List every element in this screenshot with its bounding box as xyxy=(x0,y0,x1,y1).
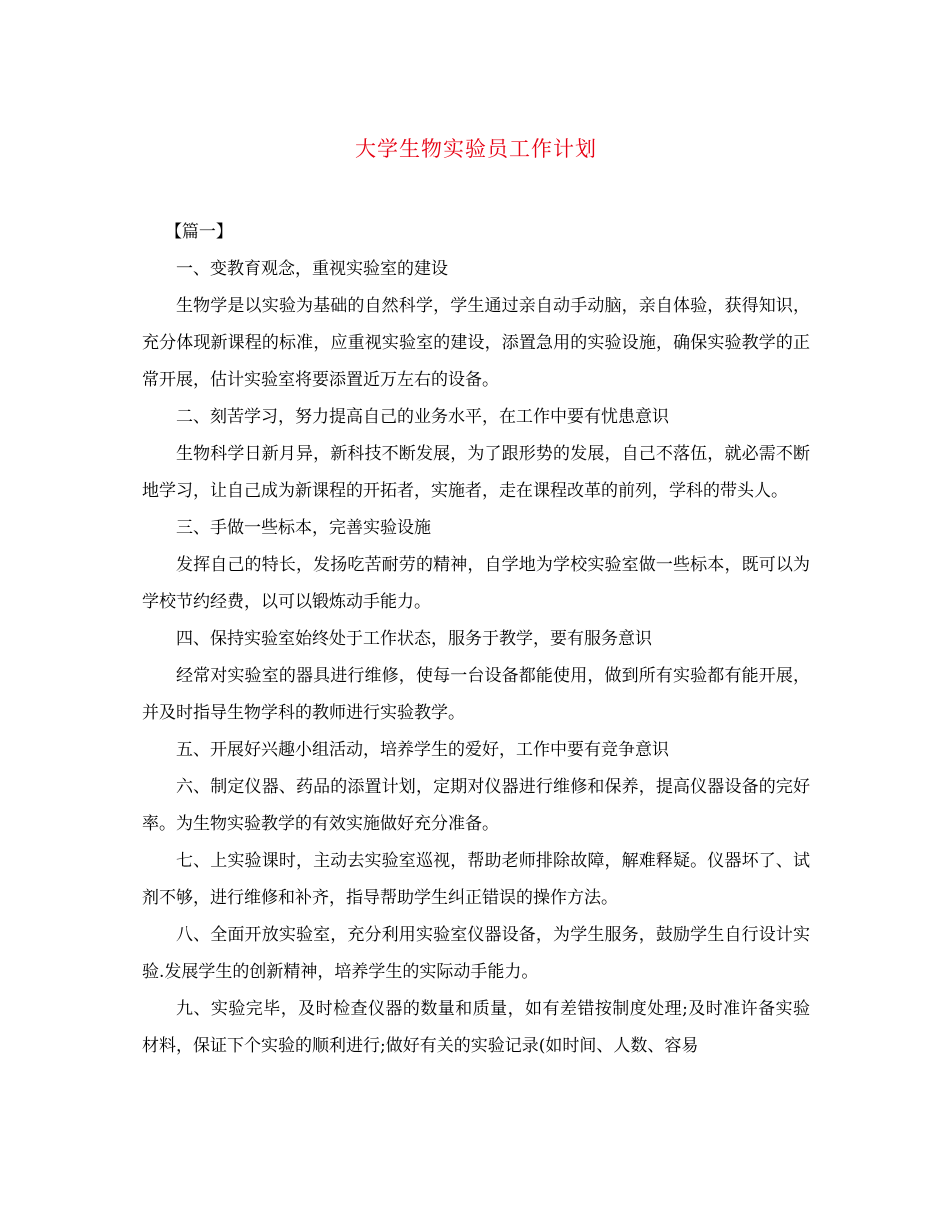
document-title: 大学生物实验员工作计划 xyxy=(355,137,597,161)
heading-4: 四、保持实验室始终处于工作状态，服务于教学，要有服务意识 xyxy=(176,629,652,649)
paragraph-3: 发挥自己的特长，发扬吃苦耐劳的精神，自学地为学校实验室做一些标本，既可以为学校节约经费，以可以锻炼动手能力。 xyxy=(142,555,810,612)
item-5: 五、开展好兴趣小组活动，培养学生的爱好，工作中要有竞争意识 xyxy=(176,740,669,760)
item-6: 六、制定仪器、药品的添置计划，定期对仪器进行维修和保养，提高仪器设备的完好率。为生物实验教学的有效实施做好充分准备。 xyxy=(142,777,810,834)
item-7: 七、上实验课时，主动去实验室巡视，帮助老师排除故障，解难释疑。仪器坏了、试剂不够，进行维修和补齐，指导帮助学生纠正错误的操作方法。 xyxy=(142,851,810,908)
heading-2: 二、刻苦学习，努力提高自己的业务水平，在工作中要有忧患意识 xyxy=(176,407,669,427)
paragraph-1: 生物学是以实验为基础的自然科学，学生通过亲自动手动脑，亲自体验，获得知识，充分体现新课程的标准，应重视实验室的建设，添置急用的实验设施，确保实验教学的正常开展，估计实验室将要添置近万左右的设备。 xyxy=(142,296,810,390)
item-8: 八、全面开放实验室，充分利用实验室仪器设备，为学生服务，鼓励学生自行设计实验.发展学生的创新精神，培养学生的实际动手能力。 xyxy=(142,925,810,982)
paragraph-2: 生物科学日新月异，新科技不断发展，为了跟形势的发展，自己不落伍，就必需不断地学习，让自己成为新课程的开拓者，实施者，走在课程改革的前列，学科的带头人。 xyxy=(142,444,810,501)
heading-1: 一、变教育观念，重视实验室的建设 xyxy=(176,259,448,279)
document-body xyxy=(142,214,810,1065)
heading-3: 三、手做一些标本，完善实验设施 xyxy=(176,518,431,538)
paragraph-4: 经常对实验室的器具进行维修，使每一台设备都能使用，做到所有实验都有能开展，并及时指导生物学科的教师进行实验教学。 xyxy=(142,666,810,723)
section-label: 【篇一】 xyxy=(164,222,233,242)
item-9: 九、实验完毕，及时检查仪器的数量和质量，如有差错按制度处理;及时准许备实验材料，保证下个实验的顺利进行;做好有关的实验记录(如时间、人数、容易 xyxy=(142,999,810,1056)
